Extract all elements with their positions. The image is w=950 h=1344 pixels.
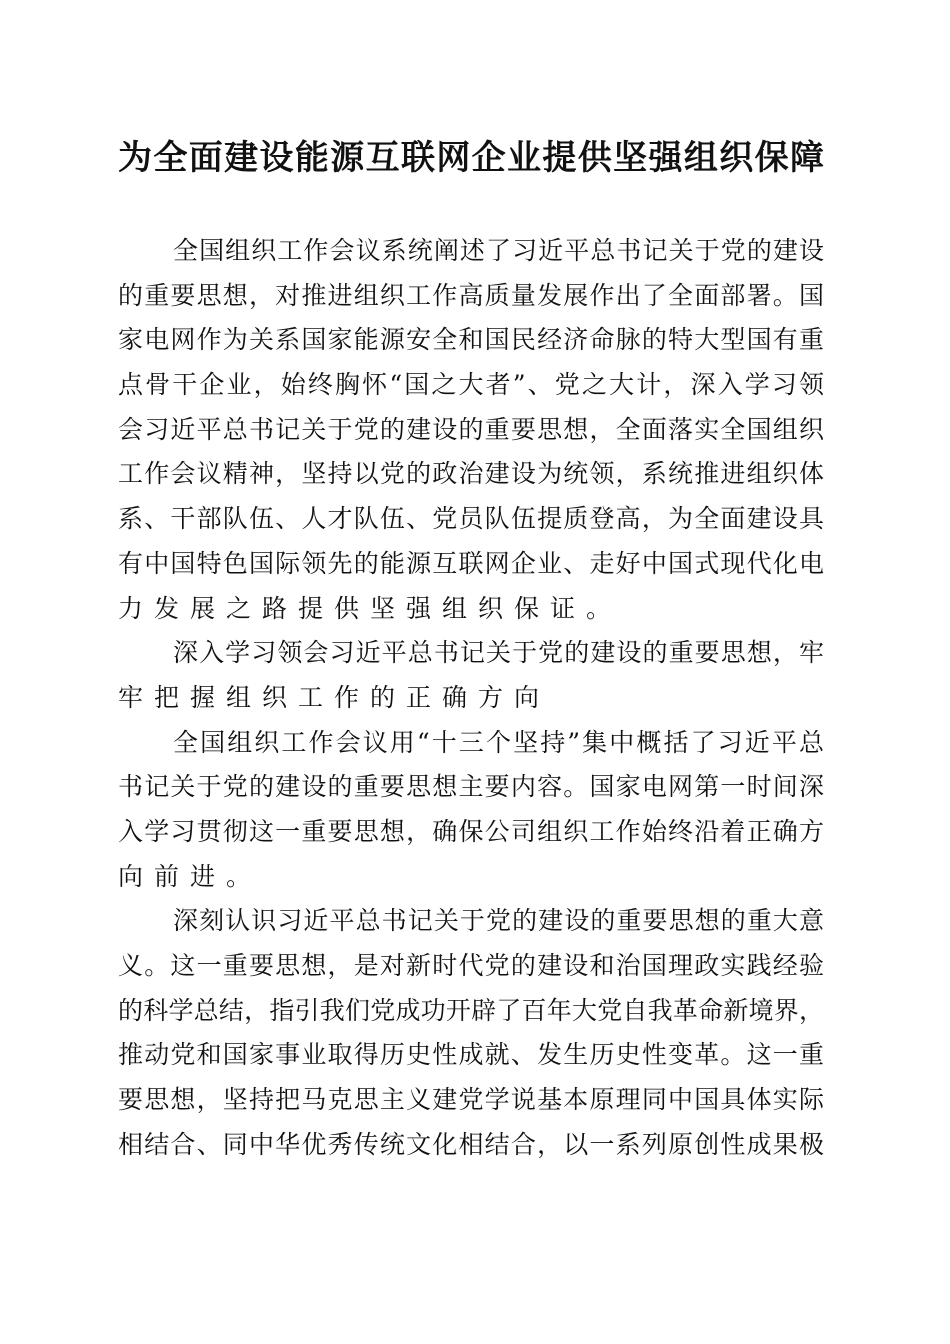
text-line: 向前进。 (118, 861, 263, 891)
text-line: 推动党和国家事业取得历史性成就、发生历史性变革。这一重 (118, 1040, 824, 1070)
paragraph (118, 721, 824, 900)
text-line: 相结合、同中华优秀传统文化相结合，以一系列原创性成果极 (118, 1129, 824, 1159)
text-line: 家电网作为关系国家能源安全和国民经济命脉的特大型国有重 (118, 325, 824, 355)
text-line: 书记关于党的建设的重要思想主要内容。国家电网第一时间深 (118, 772, 824, 802)
text-line: 牢把握组织工作的正确方向 (118, 682, 551, 712)
text-line: 义。这一重要思想，是对新时代党的建设和治国理政实践经验 (118, 951, 824, 980)
paragraph (118, 899, 824, 1167)
paragraph (118, 631, 824, 720)
text-line: 的重要思想，对推进组织工作高质量发展作出了全面部署。国 (118, 280, 824, 310)
text-line: 深刻认识习近平总书记关于党的建设的重要思想的重大意 (173, 906, 824, 936)
text-line: 全国组织工作会议用“十三个坚持”集中概括了习近平总 (173, 727, 824, 757)
text-line: 会习近平总书记关于党的建设的重要思想，全面落实全国组织 (118, 414, 824, 444)
text-line: 工作会议精神，坚持以党的政治建设为统领，系统推进组织体 (118, 459, 824, 489)
text-line: 的科学总结，指引我们党成功开辟了百年大党自我革命新境界， (118, 995, 824, 1025)
text-line: 有中国特色国际领先的能源互联网企业、走好中国式现代化电 (118, 548, 824, 578)
text-line: 入学习贯彻这一重要思想，确保公司组织工作始终沿着正确方 (118, 816, 824, 846)
text-line: 全国组织工作会议系统阐述了习近平总书记关于党的建设 (173, 236, 824, 265)
text-line: 深入学习领会习近平总书记关于党的建设的重要思想，牢 (173, 638, 824, 668)
text-line: 力发展之路提供坚强组织保证。 (118, 593, 623, 623)
text-line: 点骨干企业，始终胸怀“国之大者”、党之大计，深入学习领 (118, 370, 824, 400)
text-line: 系、干部队伍、人才队伍、党员队伍提质登高，为全面建设具 (118, 504, 824, 534)
text-line: 要思想，坚持把马克思主义建党学说基本原理同中国具体实际 (118, 1085, 824, 1115)
paragraph (118, 229, 824, 631)
document-body (118, 229, 824, 1167)
document-title: 为全面建设能源互联网企业提供坚强组织保障 (118, 138, 824, 178)
